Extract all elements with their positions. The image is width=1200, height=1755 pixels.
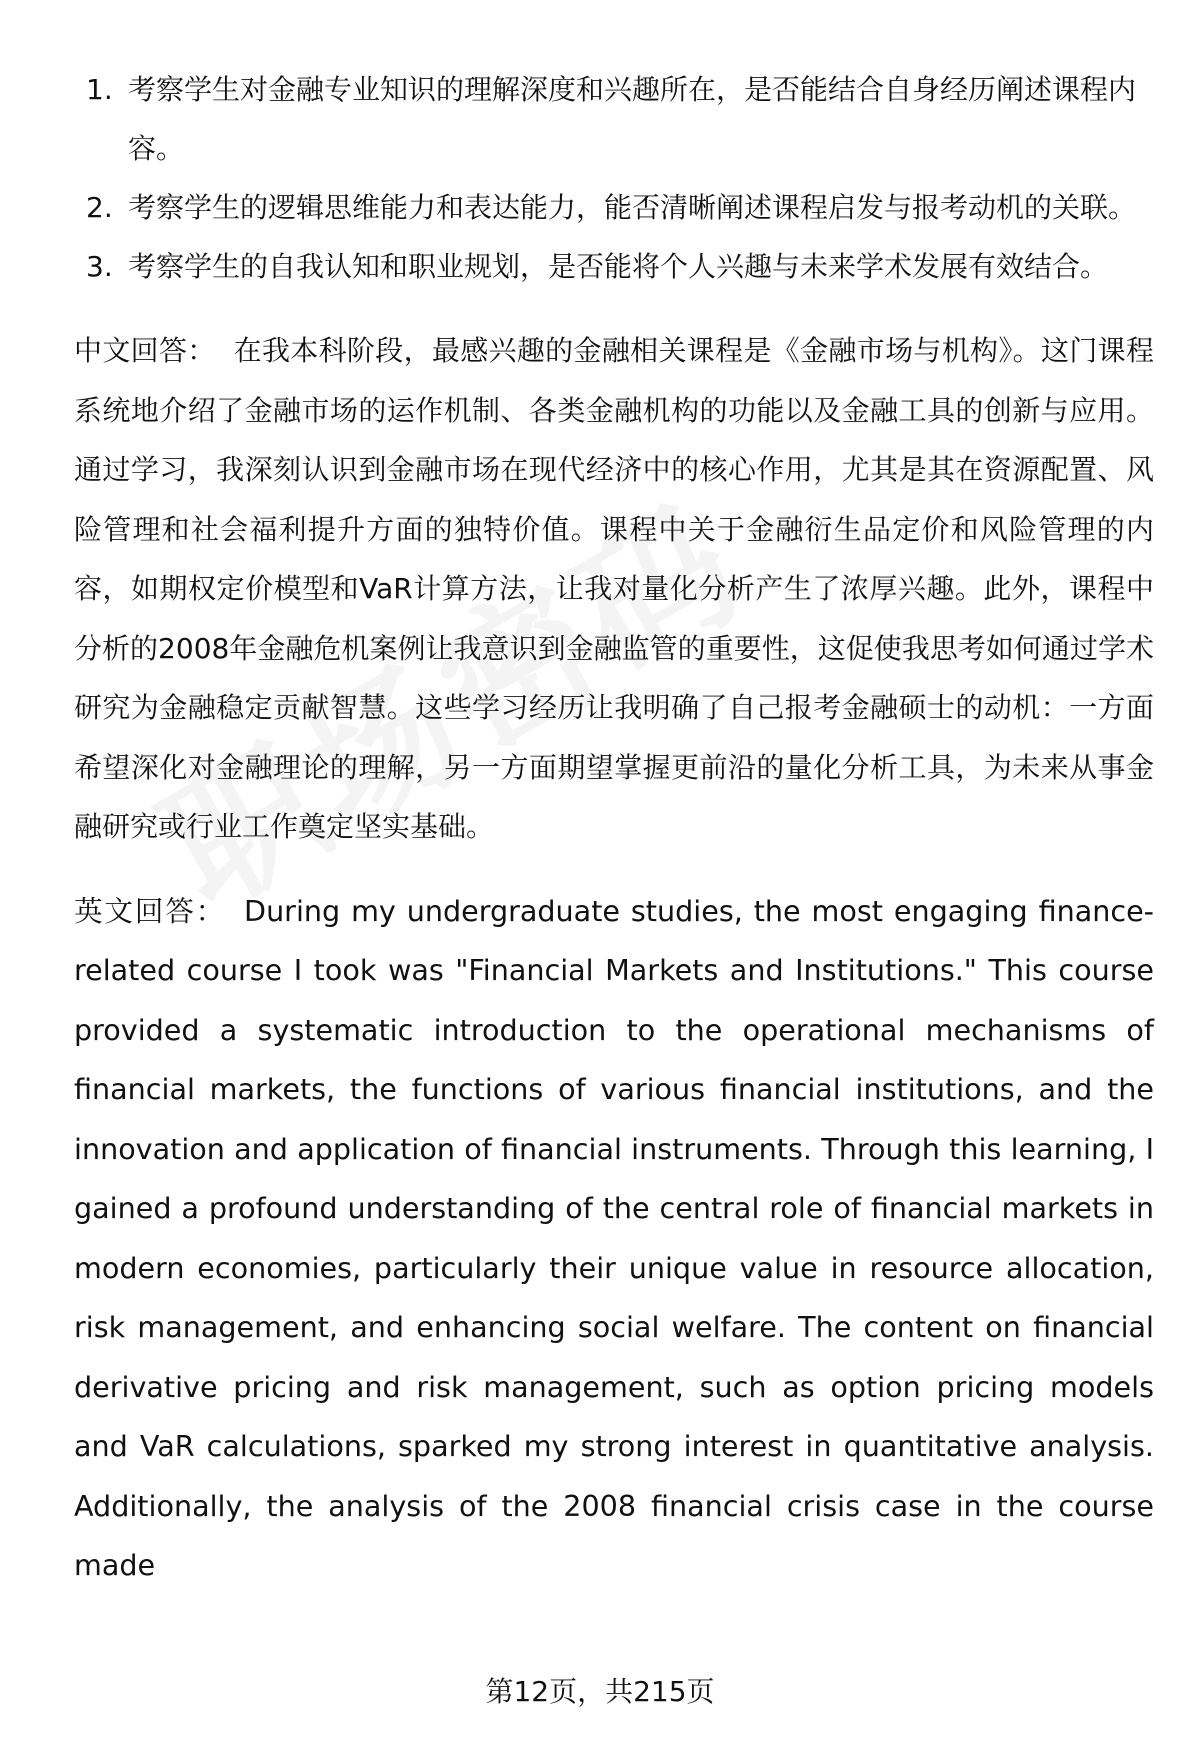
criteria-number: 3.	[86, 250, 113, 283]
chinese-answer-text: 在我本科阶段，最感兴趣的金融相关课程是《金融市场与机构》。这门课程系统地介绍了金融市场的运作机制、各类金融机构的功能以及金融工具的创新与应用。通过学习，我深刻认识到金融市场在现代经济中的核心作用，尤其是其在资源配置、风险管理和社会福利提升方面的独特价值。课程中关于金融衍生品定价和风险管理的内容，如期权定价模型和VaR计算方法，让我对量化分析产生了浓厚兴趣。此外，课程中分析的2008年金融危机案例让我意识到金融监管的重要性，这促使我思考如何通过学术研究为金融稳定贡献智慧。这些学习经历让我明确了自己报考金融硕士的动机：一方面希望深化对金融理论的理解，另一方面期望掌握更前沿的量化分析工具，为未来从事金融研究或行业工作奠定坚实基础。	[74, 334, 1154, 843]
english-answer-label: 英文回答：	[74, 893, 227, 928]
chinese-answer-label: 中文回答：	[74, 334, 216, 367]
chinese-answer-paragraph	[74, 321, 1154, 857]
english-answer-paragraph	[74, 882, 1154, 1596]
criteria-item	[74, 237, 1154, 296]
criteria-number: 1.	[86, 73, 113, 106]
criteria-text: 考察学生的自我认知和职业规划，是否能将个人兴趣与未来学术发展有效结合。	[128, 250, 1109, 283]
criteria-number: 2.	[86, 191, 113, 224]
english-answer-text: During my undergraduate studies, the most engaging finance-related course I took was "Financial Markets and Institutions." This course provided a systematic introduction to the operational mechanisms of financial markets, the functions of various financial institutions, and the innovation and application of financial instruments. Through this learning, I gained a profound understanding of the central role of financial markets in modern economies, particularly their unique value in resource allocation, risk management, and enhancing social welfare. The content on financial derivative pricing and risk management, such as option pricing models and VaR calculations, sparked my strong interest in quantitative analysis. Additionally, the analysis of the 2008 financial crisis case in the course made	[74, 893, 1154, 1582]
criteria-list	[74, 60, 1154, 296]
page-indicator: 第12页，共215页	[485, 1675, 715, 1708]
criteria-text: 考察学生的逻辑思维能力和表达能力，能否清晰阐述课程启发与报考动机的关联。	[128, 191, 1137, 224]
criteria-text: 考察学生对金融专业知识的理解深度和兴趣所在，是否能结合自身经历阐述课程内容。	[128, 73, 1137, 165]
criteria-item	[74, 60, 1154, 178]
criteria-item	[74, 178, 1154, 237]
